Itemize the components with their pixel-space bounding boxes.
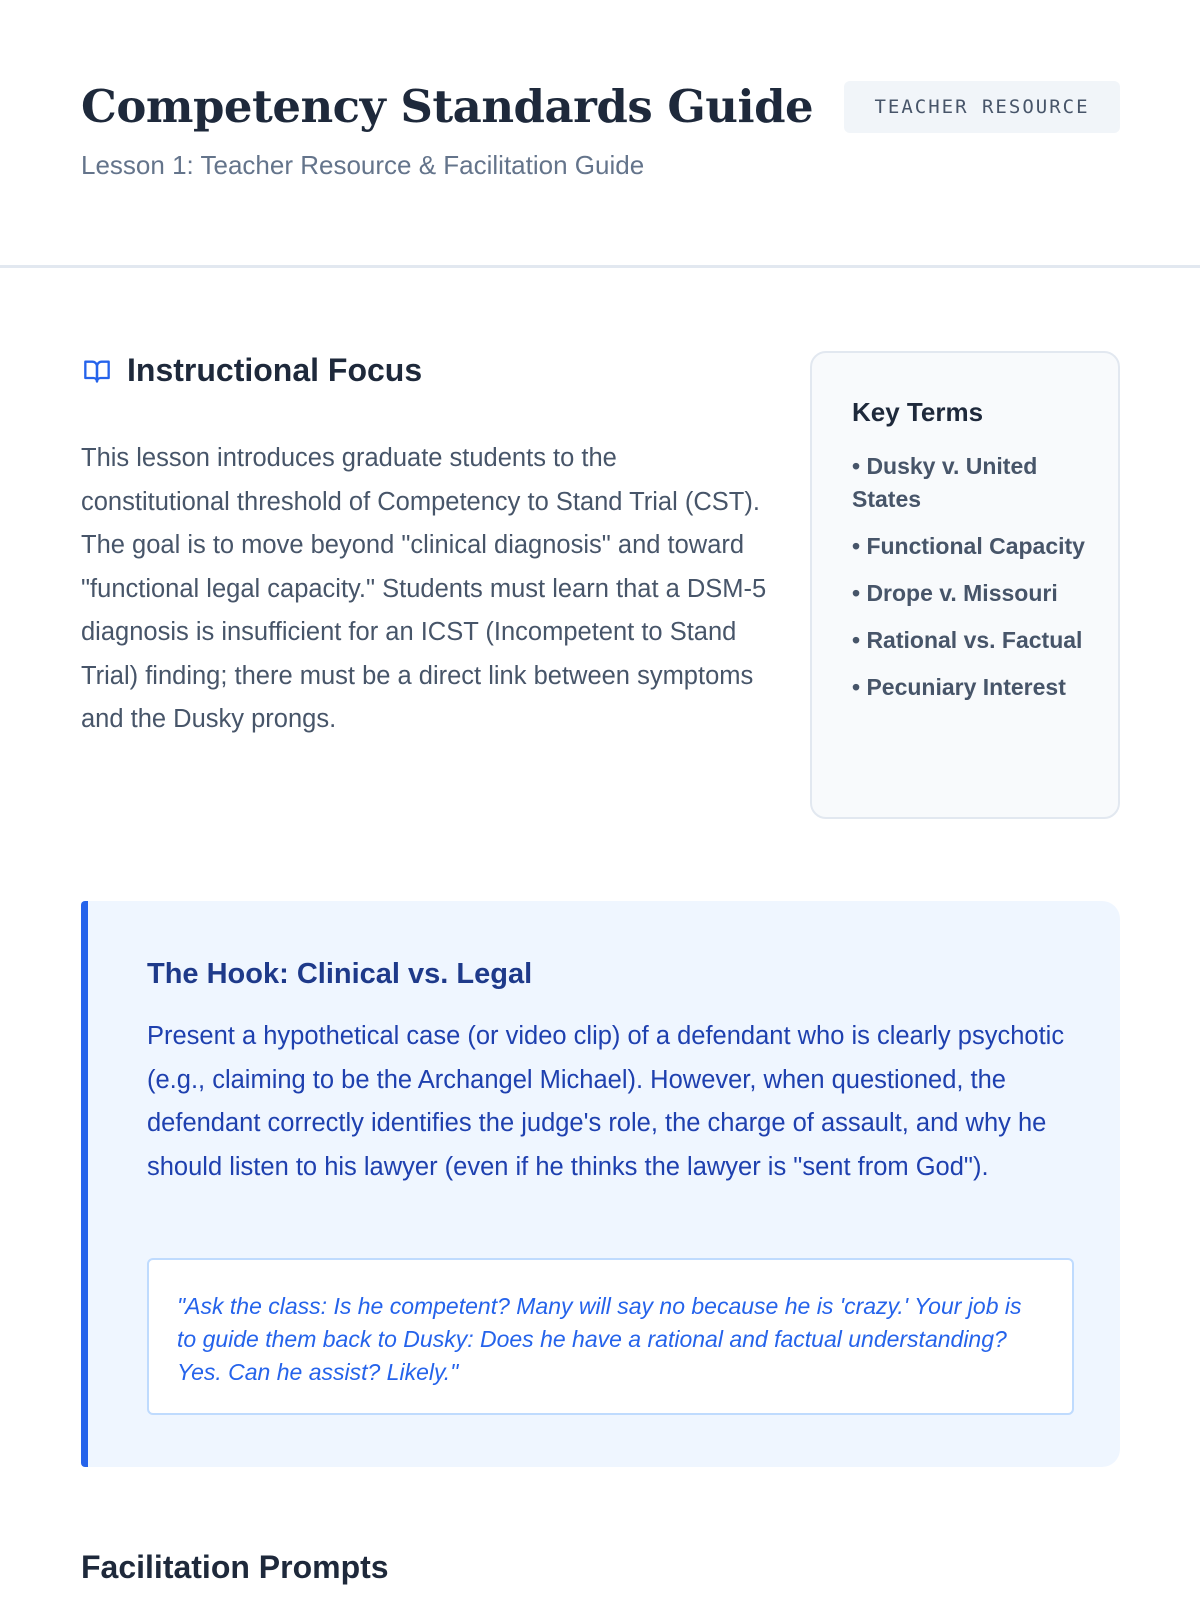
hook-title: The Hook: Clinical vs. Legal xyxy=(147,958,533,990)
hook-quote-text: "Ask the class: Is he competent? Many will say no because he is 'crazy.' Your job is to guide them back to Dusky: Does he have a rational and factual understanding? Yes. Can he assist? Likely." xyxy=(177,1293,1022,1385)
key-term-item: • Rational vs. Factual xyxy=(852,627,1083,653)
key-term-item: • Dusky v. United States xyxy=(852,453,1038,512)
key-terms-title: Key Terms xyxy=(852,397,984,427)
hook-quote-box xyxy=(147,1258,1074,1415)
page-header xyxy=(0,0,1200,268)
instructional-focus-label: Instructional Focus xyxy=(127,352,423,388)
page-title: Competency Standards Guide xyxy=(81,80,814,133)
key-term-item: • Functional Capacity xyxy=(852,533,1085,559)
page-subtitle: Lesson 1: Teacher Resource & Facilitation Guide xyxy=(81,150,645,180)
key-term-item: • Drope v. Missouri xyxy=(852,580,1058,606)
book-open-icon xyxy=(81,357,113,385)
facilitation-prompts-heading: Facilitation Prompts xyxy=(81,1549,389,1585)
key-terms-list xyxy=(852,450,1088,704)
hook-callout xyxy=(81,901,1120,1467)
hook-text: Present a hypothetical case (or video clip) of a defendant who is clearly psychotic (e.g., claiming to be the Archangel Michael). However, when questioned, the defendant correctly identifies the judge's role, the charge of assault, and why he should listen to his lawyer (even if he thinks the lawyer is "sent from God"). xyxy=(147,1022,1065,1181)
instructional-focus-text: This lesson introduces graduate students to the constitutional threshold of Competency to Stand Trial (CST). The goal is to move beyond "clinical diagnosis" and toward "functional legal capacity." Students must learn that a DSM-5 diagnosis is insufficient for an ICST (Incompetent to Stand Trial) finding; there must be a direct link between symptoms and the Dusky prongs. xyxy=(81,444,767,733)
instructional-focus-heading xyxy=(81,352,422,389)
key-term-item: • Pecuniary Interest xyxy=(852,674,1066,700)
teacher-resource-badge: TEACHER RESOURCE xyxy=(844,81,1120,133)
key-terms-card xyxy=(810,351,1120,819)
